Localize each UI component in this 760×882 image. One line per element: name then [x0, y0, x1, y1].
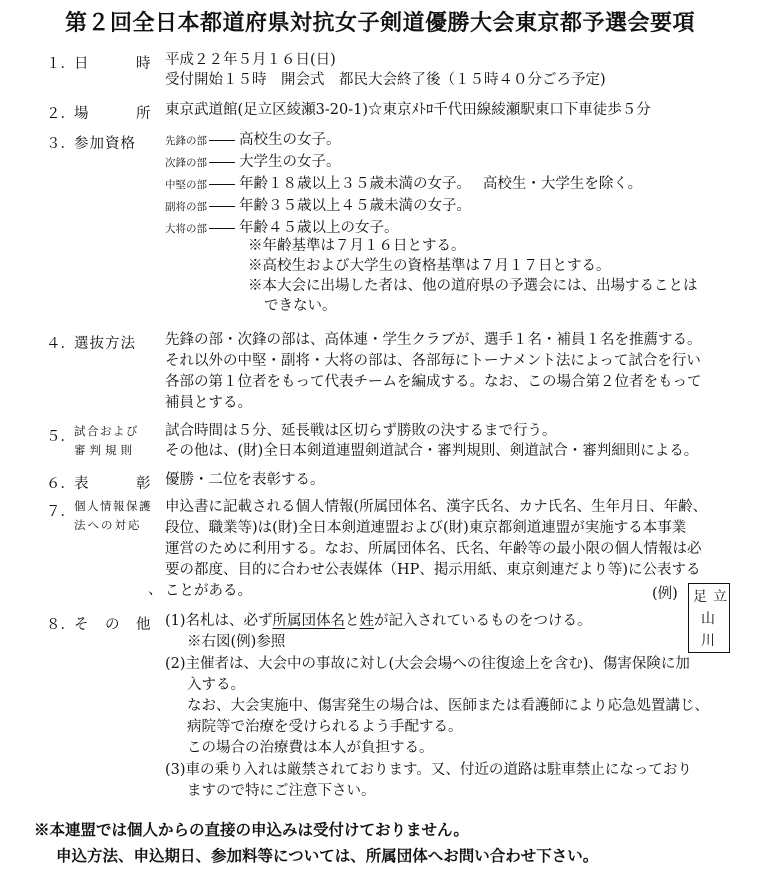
other-item-1-text: が記入されているものをつける。	[374, 613, 592, 629]
stray-mark: 、	[148, 582, 163, 598]
other-item-1-text: と	[345, 613, 360, 629]
other-item-2-line: なお、大会実施中、傷害発生の場合は、医師または看護師により応急処置講じ、	[187, 698, 709, 714]
privacy-line: ことがある。	[165, 583, 252, 599]
other-item-1-text: (1)名札は、必ず	[165, 613, 273, 629]
privacy-line: 申込書に記載される個人情報(所属団体名、漢字氏名、カナ氏名、生年月日、年齢、	[165, 499, 708, 515]
other-item-2-line: この場合の治療費は本人が負担する。	[187, 740, 434, 756]
section-4-label: 選抜方法	[74, 336, 136, 352]
section-5-number: ５．	[46, 429, 75, 445]
name-tag-char: 足	[693, 589, 707, 605]
underlined-term: 姓	[359, 613, 375, 629]
award-text: 優勝・二位を表彰する。	[165, 472, 325, 488]
dash-rule	[209, 162, 235, 163]
selection-line: それ以外の中堅・副将・大将の部は、各部毎にトーナメント法によって試合を行い	[165, 353, 701, 369]
name-tag-example	[688, 583, 730, 653]
eligibility-note: ※年齢基準は７月１６日とする。	[248, 238, 466, 254]
division-name: 先鋒の部	[165, 135, 207, 147]
section-5-label-2: 審判規則	[74, 443, 136, 457]
dash-rule	[209, 228, 235, 229]
section-7-number: ７．	[46, 504, 75, 520]
privacy-line: 段位、職業等)は(財)全日本剣道連盟および(財)東京都剣道連盟が実施する本事業	[165, 520, 687, 536]
eligibility-text: 大学生の女子。	[239, 154, 341, 170]
eligibility-text: 年齢４５歳以上の女子。	[239, 220, 399, 236]
section-6-number: ６．	[46, 476, 75, 492]
section-7-label-1: 個人情報保護	[74, 499, 152, 513]
footer-notice-1: ※本連盟では個人からの直接の申込みは受付けておりません。	[34, 820, 469, 839]
rules-line: その他は、(財)全日本剣道連盟剣道試合・審判規則、剣道試合・審判細則による。	[165, 443, 699, 459]
section-2-venue: 東京武道館(足立区綾瀬3-20-1)☆東京ﾒﾄﾛ千代田線綾瀬駅東口下車徒歩５分	[165, 102, 651, 118]
name-tag-char: 山	[701, 611, 715, 627]
other-item-2-line: (2)主催者は、大会中の事故に対し(大会会場への往復途上を含む)、傷害保険に加	[165, 656, 690, 672]
dash-rule	[209, 206, 235, 207]
section-3-number: ３．	[46, 136, 75, 152]
section-1-label: 日 時	[74, 56, 152, 72]
selection-line: 補員とする。	[165, 395, 252, 411]
division-name: 次鋒の部	[165, 157, 207, 169]
other-item-3-line: (3)車の乗り入れは厳禁されております。又、付近の道路は駐車禁止になっており	[165, 762, 692, 778]
name-tag-char: 川	[701, 633, 715, 649]
eligibility-row	[165, 174, 642, 195]
other-item-3-line: ますので特にご注意下さい。	[187, 783, 376, 799]
section-1-date: 平成２２年５月１６日(日)	[165, 52, 336, 68]
privacy-line: 要の都度、目的に合わせ公表媒体（HP、掲示用紙、東京剣連だより等)に公表する	[165, 562, 701, 578]
footer-notice-2: 申込方法、申込期日、参加料等については、所属団体へお問い合わせ下さい。	[56, 846, 599, 865]
section-8-label: そ の 他	[74, 617, 152, 633]
eligibility-row	[165, 152, 341, 173]
section-1-number: １．	[46, 56, 75, 72]
section-8-number: ８．	[46, 617, 75, 633]
eligibility-note: ※高校生および大学生の資格基準は７月１７日とする。	[248, 258, 611, 274]
eligibility-text: 年齢３５歳以上４５歳未満の女子。	[239, 198, 471, 214]
eligibility-row	[165, 196, 471, 217]
example-label: (例)	[652, 586, 678, 602]
name-tag-char: 立	[713, 589, 727, 605]
section-2-label: 場 所	[74, 106, 152, 122]
section-6-label: 表 彰	[74, 476, 152, 492]
selection-line: 先鋒の部・次鋒の部は、高体連・学生クラブが、選手１名・補員１名を推薦する。	[165, 332, 702, 348]
section-4-number: ４．	[46, 336, 75, 352]
selection-line: 各部の第１位者をもって代表チームを編成する。なお、この場合第２位者をもって	[165, 374, 702, 390]
other-item-1-ref: ※右図(例)参照	[187, 634, 286, 650]
division-name: 副将の部	[165, 201, 207, 213]
privacy-line: 運営のために利用する。なお、所属団体名、氏名、年齢等の最小限の個人情報は必	[165, 541, 702, 557]
rules-line: 試合時間は５分、延長戦は区切らず勝敗の決するまで行う。	[165, 423, 557, 439]
other-item-2-line: 入する。	[187, 677, 245, 693]
division-name: 大将の部	[165, 223, 207, 235]
section-5-label-1: 試合および	[74, 424, 139, 438]
dash-rule	[209, 184, 235, 185]
underlined-term: 所属団体名	[272, 613, 346, 629]
eligibility-note: できない。	[264, 298, 337, 314]
other-item-1	[165, 611, 592, 631]
other-item-2-line: 病院等で治療を受けられるよう手配する。	[187, 719, 463, 735]
page-title: 第２回全日本都道府県対抗女子剣道優勝大会東京都予選会要項	[64, 10, 695, 36]
dash-rule	[209, 140, 235, 141]
division-name: 中堅の部	[165, 179, 207, 191]
section-7-label-2: 法への対応	[74, 518, 142, 532]
section-2-number: ２．	[46, 106, 75, 122]
eligibility-row	[165, 130, 341, 151]
eligibility-text: 高校生の女子。	[239, 132, 341, 148]
section-3-label: 参加資格	[74, 136, 136, 152]
section-1-reception: 受付開始１５時 開会式 都民大会終了後（１５時４０分ごろ予定)	[165, 72, 606, 88]
eligibility-note: ※本大会に出場した者は、他の道府県の予選会には、出場することは	[248, 278, 698, 294]
eligibility-text: 年齢１８歳以上３５歳未満の女子。 高校生・大学生を除く。	[239, 176, 643, 192]
